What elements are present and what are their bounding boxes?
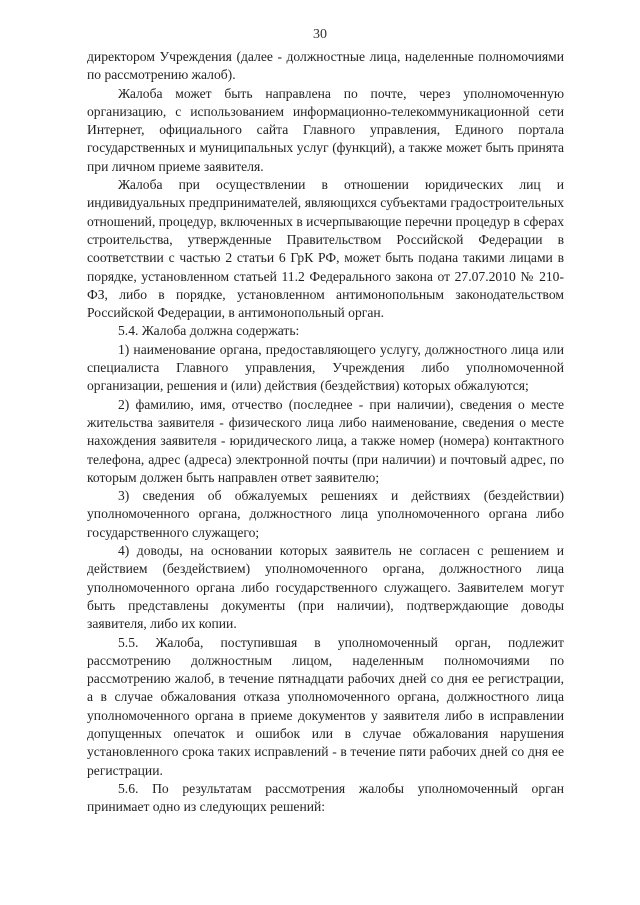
text-line: рассмотрению должностным лицом, наделенным полномочиями по xyxy=(87,652,564,668)
text-line: 5.6. По результатам рассмотрения жалобы уполномоченный орган xyxy=(118,780,564,796)
text-line: строительства, утвержденные Правительством Российской Федерации в xyxy=(87,231,564,247)
text-line: Жалоба при осуществлении в отношении юридических лиц и xyxy=(118,177,564,193)
text-line: отношений, процедур, включенных в исчерпывающие перечни процедур в сферах xyxy=(87,213,564,229)
text-line: а в случае обжалования отказа уполномоченного органа, должностного лица xyxy=(87,689,564,705)
text-line: уполномоченного органа либо государственного служащего. Заявителем могут xyxy=(87,579,564,595)
text-line: быть представлены документы (при наличии), подтверждающие доводы xyxy=(87,597,564,613)
text-line: при личном приеме заявителя. xyxy=(87,158,264,174)
text-line: порядке, установленном статьей 11.2 Федерального закона от 27.07.2010 № 210- xyxy=(87,268,564,284)
text-line: директором Учреждения (далее - должностные лица, наделенные полномочиями xyxy=(87,49,564,64)
text-line: соответствии с частью 2 статьи 6 ГрК РФ, может быть подана такими лицами в xyxy=(87,250,564,266)
text-line: телефона, адрес (адреса) электронной почты (при наличии) и почтовый адрес, по xyxy=(87,451,564,467)
text-line: Жалоба может быть направлена по почте, через уполномоченную xyxy=(118,85,564,101)
text-line: Российской Федерации, в антимонопольный орган. xyxy=(87,305,385,321)
text-line: 4) доводы, на основании которых заявитель не согласен с решением и xyxy=(118,543,564,559)
text-line: регистрации. xyxy=(87,762,163,778)
text-line: уполномоченного органа в приеме документов у заявителя либо в исправлении xyxy=(87,707,564,723)
text-line: Интернет, официального сайта Главного управления, Единого портала xyxy=(87,122,564,138)
text-line: организации, решения и (или) действия (бездействия) которых обжалуются; xyxy=(87,378,529,394)
text-line: 2) фамилию, имя, отчество (последнее - при наличии), сведения о месте xyxy=(118,396,564,412)
text-line: нахождения заявителя - юридического лица, а также номер (номера) контактного xyxy=(87,433,564,449)
text-line: установленного срока таких исправлений - в течение пяти рабочих дней со дня ее xyxy=(87,744,564,760)
text-line: 5.5. Жалоба, поступившая в уполномоченный орган, подлежит xyxy=(118,634,564,650)
page-number: 30 xyxy=(313,27,327,42)
text-line: уполномоченного органа, должностного лица уполномоченного органа либо xyxy=(87,506,564,522)
text-line: организацию, с использованием информационно-телекоммуникационной сети xyxy=(87,103,564,119)
text-line: 1) наименование органа, предоставляющего услугу, должностного лица или xyxy=(118,341,564,357)
text-line: допущенных опечаток и ошибок или в случае обжалования нарушения xyxy=(87,725,564,741)
body-text xyxy=(87,48,564,816)
text-line: действием (бездействием) уполномоченного органа, должностного лица xyxy=(87,561,564,577)
text-line: рассмотрению жалоб, в течение пятнадцати рабочих дней со дня ее регистрации, xyxy=(87,671,564,687)
text-line: по рассмотрению жалоб). xyxy=(87,67,236,83)
text-line: государственных и муниципальных услуг (функций), а также может быть принята xyxy=(87,140,564,156)
text-line: государственного служащего; xyxy=(87,524,260,540)
text-line: жительства заявителя - физического лица либо наименование, сведения о месте xyxy=(87,414,564,430)
text-line: которым должен быть направлен ответ заявителю; xyxy=(87,469,380,485)
text-line: 5.4. Жалоба должна содержать: xyxy=(118,323,300,339)
text-line: индивидуальных предпринимателей, являющихся субъектами градостроительных xyxy=(87,195,564,211)
text-line: принимает одно из следующих решений: xyxy=(87,799,326,815)
text-line: специалиста Главного управления, Учреждения либо уполномоченной xyxy=(87,360,564,376)
text-line: 3) сведения об обжалуемых решениях и действиях (бездействии) xyxy=(118,488,564,504)
text-line: заявителя, либо их копии. xyxy=(87,616,237,632)
text-line: ФЗ, либо в порядке, установленном антимонопольным законодательством xyxy=(87,286,564,302)
